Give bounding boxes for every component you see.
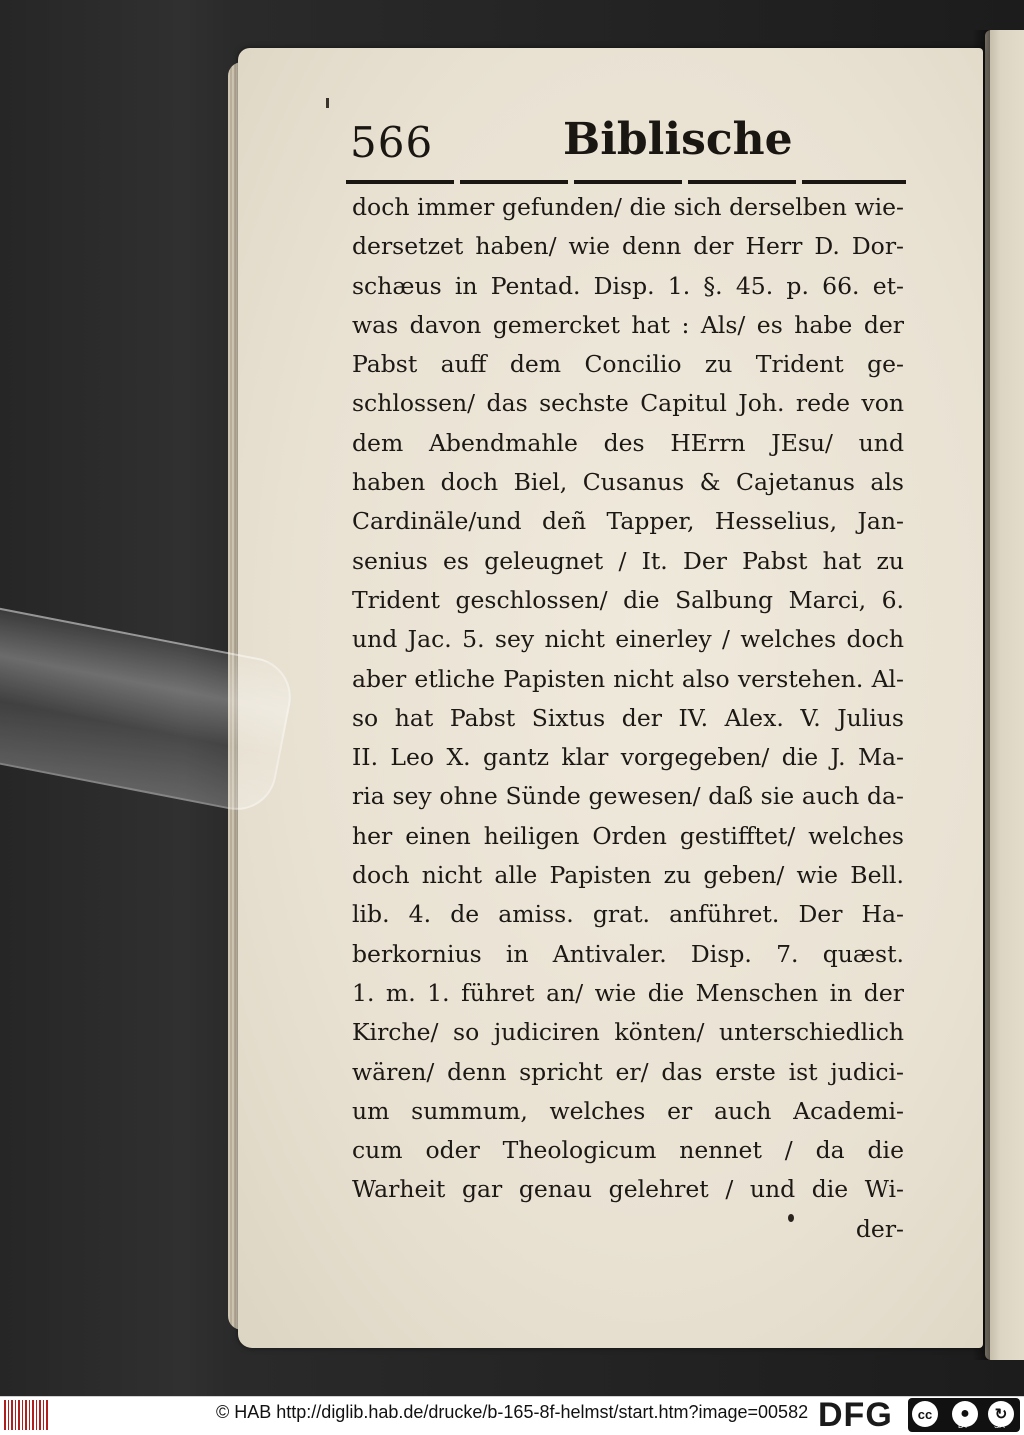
text-line: Kirche/ so judiciren könten/ unterschiedlich [352,1018,904,1047]
running-head: Biblische [563,114,793,165]
ink-speck [326,98,329,108]
text-line: 1. m. 1. führet an/ wie die Menschen in der [352,978,904,1007]
cc-license-badge[interactable] [908,1398,1020,1432]
text-line: doch nicht alle Papisten zu geben/ wie Bell. [352,861,904,890]
text-line: cum oder Theologicum nennet / da die [352,1136,904,1165]
text-line: doch immer gefunden/ die sich derselben wie- [352,193,904,221]
text-line: schæus in Pentad. Disp. 1. §. 45. p. 66. et- [352,271,904,300]
text-line: her einen heiligen Orden gestifftet/ welches [352,821,904,850]
text-line: II. Leo X. gantz klar vorgegeben/ die J. Ma- [352,743,904,772]
text-line: haben doch Biel, Cusanus & Cajetanus als [352,468,904,497]
license-sa-label: SA [994,1421,1005,1430]
text-line: senius es geleugnet / It. Der Pabst hat zu [352,546,904,575]
text-line: um summum, welches er auch Academi- [352,1096,904,1125]
text-line: lib. 4. de amiss. grat. anführet. Der Ha- [352,900,904,929]
catchword: der- [855,1214,904,1243]
text-line: schlossen/ das sechste Capitul Joh. rede von [352,389,904,418]
attribution-link[interactable]: © HAB http://diglib.hab.de/drucke/b-165-8f-helmst/start.htm?image=00582 [216,1402,809,1422]
header-rule [346,180,906,184]
ink-dot [788,1214,794,1222]
text-line: dersetzet haben/ wie denn der Herr D. Dor- [352,232,904,261]
hab-barcode-logo [4,1400,48,1430]
text-line: was davon gemercket hat : Als/ es habe der [352,310,904,339]
cc-icon: cc [912,1401,938,1427]
body-text [352,188,904,1249]
dfg-logo: DFG [818,1396,893,1434]
text-line: und Jac. 5. sey nicht einerley / welches doch [352,625,904,654]
text-line: Trident geschlossen/ die Salbung Marci, 6. [352,585,904,614]
text-line: berkornius in Antivaler. Disp. 7. quæst. [352,939,904,968]
text-line: wären/ denn spricht er/ das erste ist judici- [352,1057,904,1086]
text-line: Warheit gar genau gelehret / und die Wi- [352,1175,904,1204]
next-page-edge [985,30,1024,1360]
attribution-person-icon: ● [952,1401,978,1427]
text-line: aber etliche Papisten nicht also verstehen. Al- [352,664,904,693]
text-line: ria sey ohne Sünde gewesen/ daß sie auch da- [352,782,904,811]
share-alike-icon: ↻ [988,1401,1014,1427]
page-number: 566 [350,118,434,167]
text-line: dem Abendmahle des HErrn JEsu/ und [352,428,904,457]
text-line: Cardinäle/und deñ Tapper, Hesselius, Jan- [352,507,904,536]
text-line: Pabst auff dem Concilio zu Trident ge- [352,350,904,379]
license-by-label: BY [958,1421,969,1430]
text-line: so hat Pabst Sixtus der IV. Alex. V. Julius [352,703,904,732]
